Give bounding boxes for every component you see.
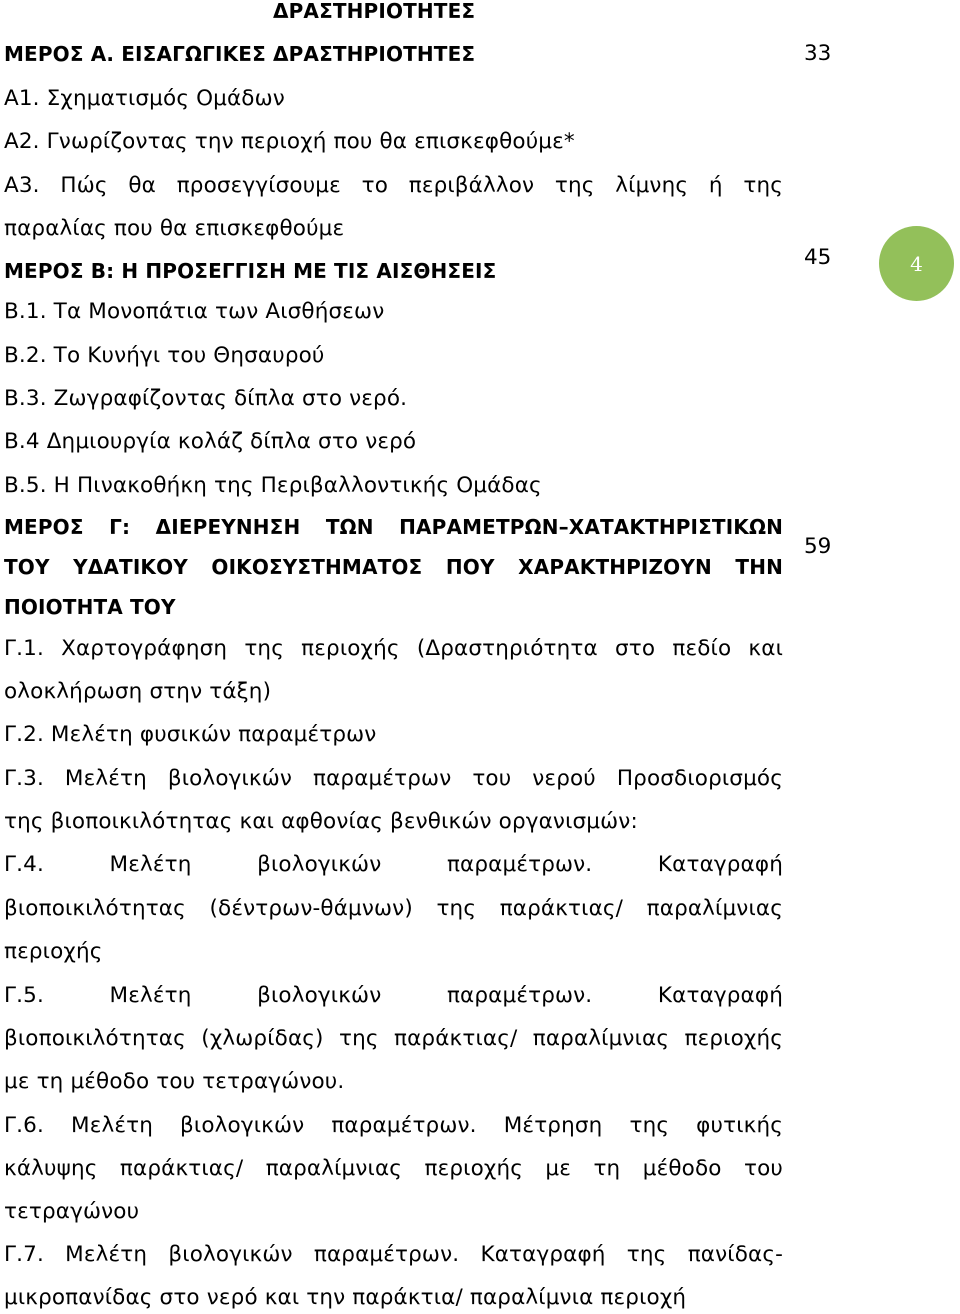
toc-part-c-title-line3: ΠΟΙΟΤΗΤΑ ΤΟΥ (4, 595, 176, 619)
toc-entry-c5-line1: Γ.5. Μελέτη βιολογικών παραμέτρων. Καταγραφή (4, 983, 783, 1008)
toc-entry-a3-line1: Α3. Πώς θα προσεγγίσουμε το περιβάλλον της λίμνης ή της (4, 173, 783, 198)
toc-entry-b2: Β.2. Το Κυνήγι του Θησαυρού (4, 343, 325, 368)
toc-entry-c1-line1: Γ.1. Χαρτογράφηση της περιοχής (Δραστηριότητα στο πεδίο και (4, 636, 783, 661)
toc-entry-a2: Α2. Γνωρίζοντας την περιοχή που θα επισκεφθούμε* (4, 129, 575, 154)
toc-part-b-title: ΜΕΡΟΣ Β: Η ΠΡΟΣΕΓΓΙΣΗ ΜΕ ΤΙΣ ΑΙΣΘΗΣΕΙΣ (4, 259, 497, 283)
toc-part-c-title-line2: ΤΟΥ ΥΔΑΤΙΚΟΥ ΟΙΚΟΣΥΣΤΗΜΑΤΟΣ ΠΟΥ ΧΑΡΑΚΤΗΡΙΖΟΥΝ ΤΗΝ (4, 555, 783, 579)
toc-part-c-title-line1: ΜΕΡΟΣ Γ: ΔΙΕΡΕΥΝΗΣΗ ΤΩΝ ΠΑΡΑΜΕΤΡΩΝ–ΧΑΤΑΚΤΗΡΙΣΤΙΚΩΝ (4, 515, 783, 539)
toc-entry-a3-line2: παραλίας που θα επισκεφθούμε (4, 216, 345, 241)
toc-part-a-title: ΜΕΡΟΣ Α. ΕΙΣΑΓΩΓΙΚΕΣ ΔΡΑΣΤΗΡΙΟΤΗΤΕΣ (4, 42, 476, 66)
toc-entry-b4: Β.4 Δημιουργία κολάζ δίπλα στο νερό (4, 429, 417, 454)
toc-entry-a1: Α1. Σχηματισμός Ομάδων (4, 86, 285, 111)
toc-entry-c6-line3: τετραγώνου (4, 1199, 140, 1224)
toc-entry-c4-line3: περιοχής (4, 939, 103, 964)
toc-entry-c7-line1: Γ.7. Μελέτη βιολογικών παραμέτρων. Καταγραφή της πανίδας- (4, 1242, 783, 1267)
toc-entry-c4-line1: Γ.4. Μελέτη βιολογικών παραμέτρων. Καταγραφή (4, 852, 783, 877)
toc-entry-b3: Β.3. Ζωγραφίζοντας δίπλα στο νερό. (4, 386, 408, 411)
page-number-part-c: 59 (804, 534, 832, 559)
toc-entry-c3-line2: της βιοποικιλότητας και αφθονίας βενθικών οργανισμών: (4, 809, 638, 834)
toc-entry-c1-line2: ολοκλήρωση στην τάξη) (4, 679, 272, 704)
page-number-part-a: 33 (804, 41, 832, 66)
toc-entry-c2: Γ.2. Μελέτη φυσικών παραμέτρων (4, 722, 377, 747)
page-number-badge: 4 (879, 226, 954, 301)
toc-entry-c5-line2: βιοποικιλότητας (χλωρίδας) της παράκτιας/ παραλίμνιας περιοχής (4, 1026, 783, 1051)
toc-entry-b1: Β.1. Τα Μονοπάτια των Αισθήσεων (4, 299, 385, 324)
toc-entry-c7-line2: μικροπανίδας στο νερό και την παράκτια/ παραλίμνια περιοχή (4, 1285, 687, 1310)
toc-entry-c6-line1: Γ.6. Μελέτη βιολογικών παραμέτρων. Μέτρηση της φυτικής (4, 1113, 783, 1138)
toc-entry-b5: Β.5. Η Πινακοθήκη της Περιβαλλοντικής Ομάδας (4, 473, 542, 498)
toc-entry-c4-line2: βιοποικιλότητας (δέντρων-θάμνων) της παράκτιας/ παραλίμνιας (4, 896, 783, 921)
page-number-part-b: 45 (804, 245, 832, 270)
toc-heading: ΔΡΑΣΤΗΡΙΟΤΗΤΕΣ (273, 0, 476, 23)
toc-entry-c3-line1: Γ.3. Μελέτη βιολογικών παραμέτρων του νερού Προσδιορισμός (4, 766, 783, 791)
toc-entry-c6-line2: κάλυψης παράκτιας/ παραλίμνιας περιοχής με τη μέθοδο του (4, 1156, 783, 1181)
toc-entry-c5-line3: με τη μέθοδο του τετραγώνου. (4, 1069, 345, 1094)
